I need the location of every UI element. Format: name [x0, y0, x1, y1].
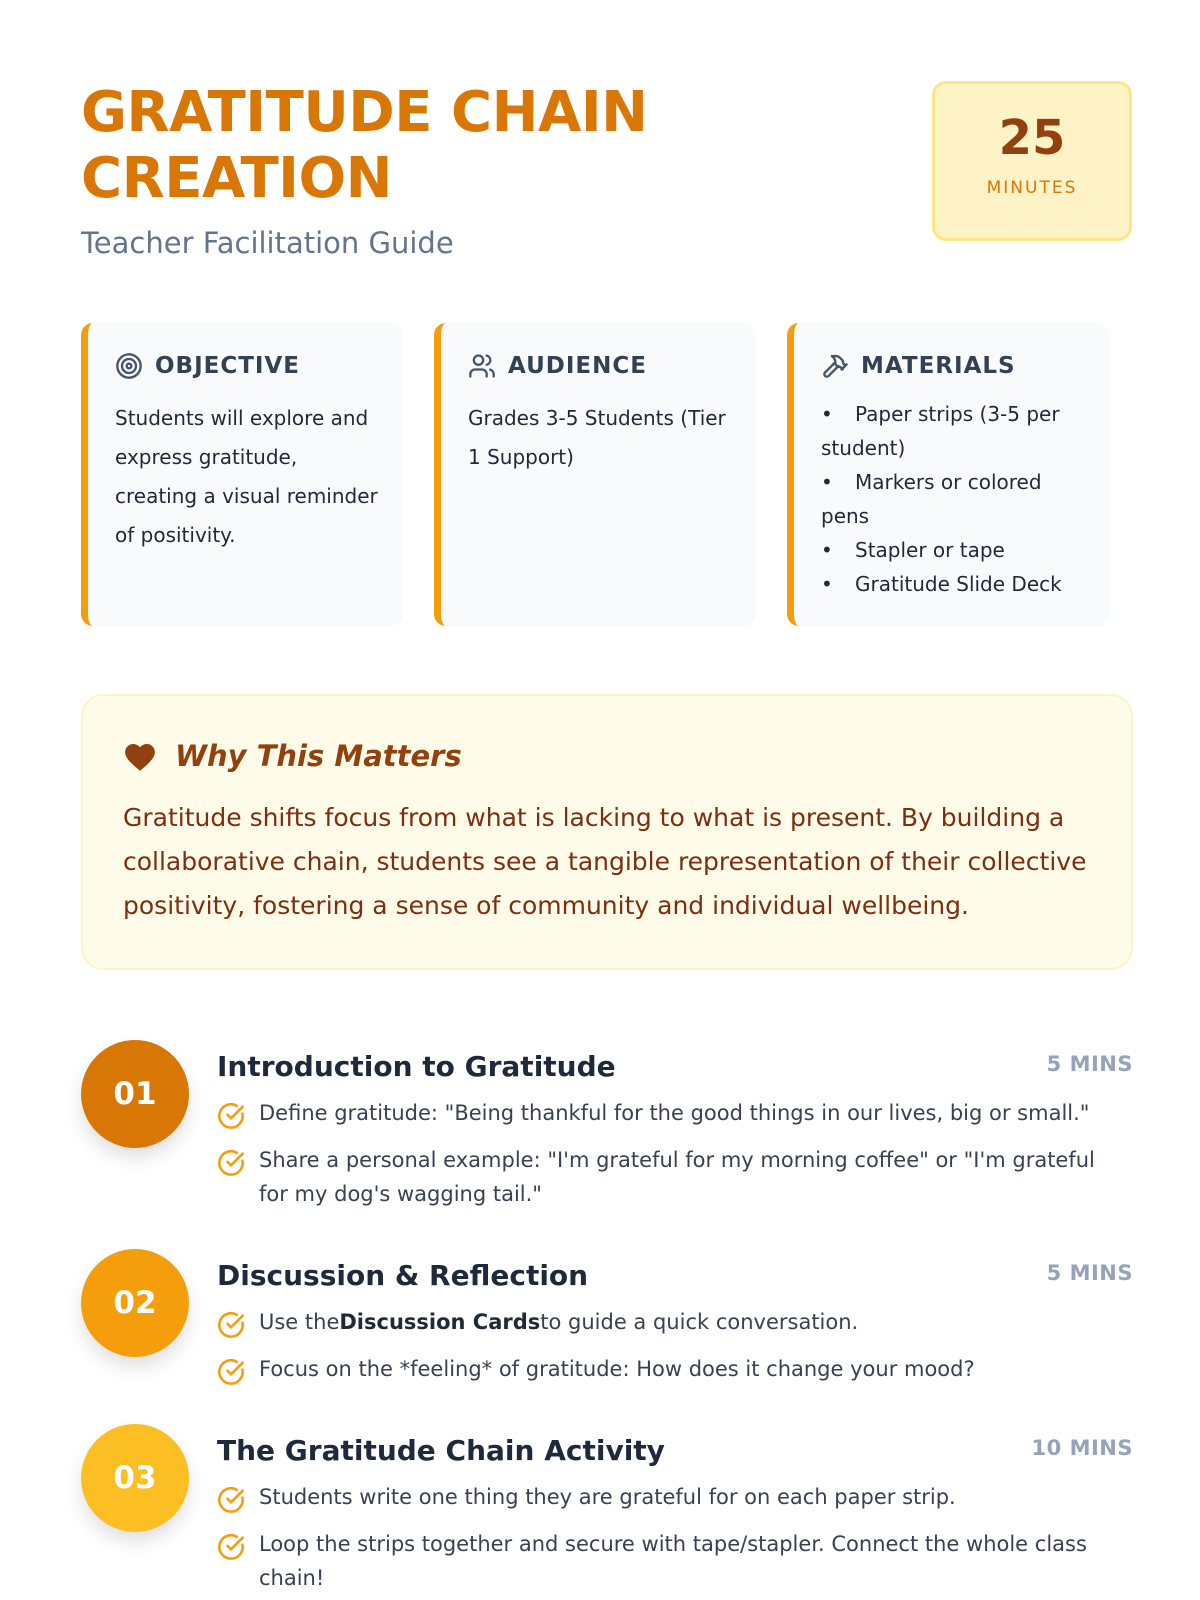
audience-text: Grades 3-5 Students (Tier 1 Support)	[468, 406, 726, 469]
check-circle-icon	[217, 1533, 245, 1561]
step-number: 01	[81, 1040, 189, 1148]
objective-card	[81, 323, 403, 626]
page-title: GRATITUDE CHAIN CREATION	[81, 80, 648, 211]
step-title: The Gratitude Chain Activity	[217, 1434, 665, 1467]
target-icon	[115, 352, 143, 380]
materials-label: MATERIALS	[861, 353, 1016, 379]
users-icon	[468, 352, 496, 380]
step-item: Focus on the *feeling* of gratitude: How does it change your mood?	[217, 1352, 1117, 1386]
materials-card	[787, 323, 1109, 626]
step-items	[217, 1480, 1117, 1600]
check-circle-icon	[217, 1311, 245, 1339]
heart-icon	[123, 740, 157, 772]
materials-item: • Gratitude Slide Deck	[821, 572, 1062, 596]
page-subtitle: Teacher Facilitation Guide	[81, 226, 454, 260]
step-item: Share a personal example: "I'm grateful for my morning coffee" or "I'm grateful for my dog's wagging tail."	[217, 1143, 1117, 1211]
step-title: Introduction to Gratitude	[217, 1050, 616, 1083]
step-number: 02	[81, 1249, 189, 1357]
check-circle-icon	[217, 1149, 245, 1177]
why-title: Why This Matters	[175, 739, 462, 773]
discussion-cards-link-text: Discussion Cards	[339, 1310, 541, 1334]
step-duration: 5 MINS	[1046, 1052, 1133, 1076]
check-circle-icon	[217, 1486, 245, 1514]
objective-header	[115, 351, 379, 381]
audience-card	[434, 323, 756, 626]
step-item: Loop the strips together and secure with tape/stapler. Connect the whole class chain!	[217, 1527, 1117, 1595]
check-circle-icon	[217, 1102, 245, 1130]
check-circle-icon	[217, 1358, 245, 1386]
info-cards	[81, 323, 1133, 626]
materials-item: • Stapler or tape	[821, 538, 1005, 562]
audience-header	[468, 351, 732, 381]
why-header	[123, 736, 1091, 776]
step-number: 03	[81, 1424, 189, 1532]
step-items	[217, 1096, 1117, 1224]
step-title: Discussion & Reflection	[217, 1259, 589, 1292]
step-item: Students write one thing they are grateful for on each paper strip.	[217, 1480, 1117, 1514]
duration-value: 25	[998, 110, 1066, 166]
materials-item: • Paper strips (3-5 per student)	[821, 402, 1060, 460]
step-duration: 10 MINS	[1031, 1436, 1133, 1460]
step-item: Define gratitude: "Being thankful for the good things in our lives, big or small."	[217, 1096, 1117, 1130]
objective-label: OBJECTIVE	[155, 353, 300, 379]
hammer-icon	[821, 352, 849, 380]
step-items	[217, 1305, 1117, 1399]
duration-badge	[932, 81, 1132, 241]
why-text: Gratitude shifts focus from what is lacking to what is present. By building a collaborative chain, students see a tangible representation of their collective positivity, fostering a sense of community and individual wellbeing.	[123, 803, 1087, 920]
why-this-matters-callout	[81, 694, 1133, 970]
step-duration: 5 MINS	[1046, 1261, 1133, 1285]
materials-item: • Markers or colored pens	[821, 470, 1042, 528]
objective-text: Students will explore and express gratitude, creating a visual reminder of positivity.	[115, 406, 378, 547]
materials-list	[821, 397, 1085, 601]
materials-header	[821, 351, 1085, 381]
duration-label: MINUTES	[986, 178, 1078, 198]
audience-label: AUDIENCE	[508, 353, 647, 379]
step-item: Use theDiscussion Cardsto guide a quick conversation.	[217, 1305, 1117, 1339]
